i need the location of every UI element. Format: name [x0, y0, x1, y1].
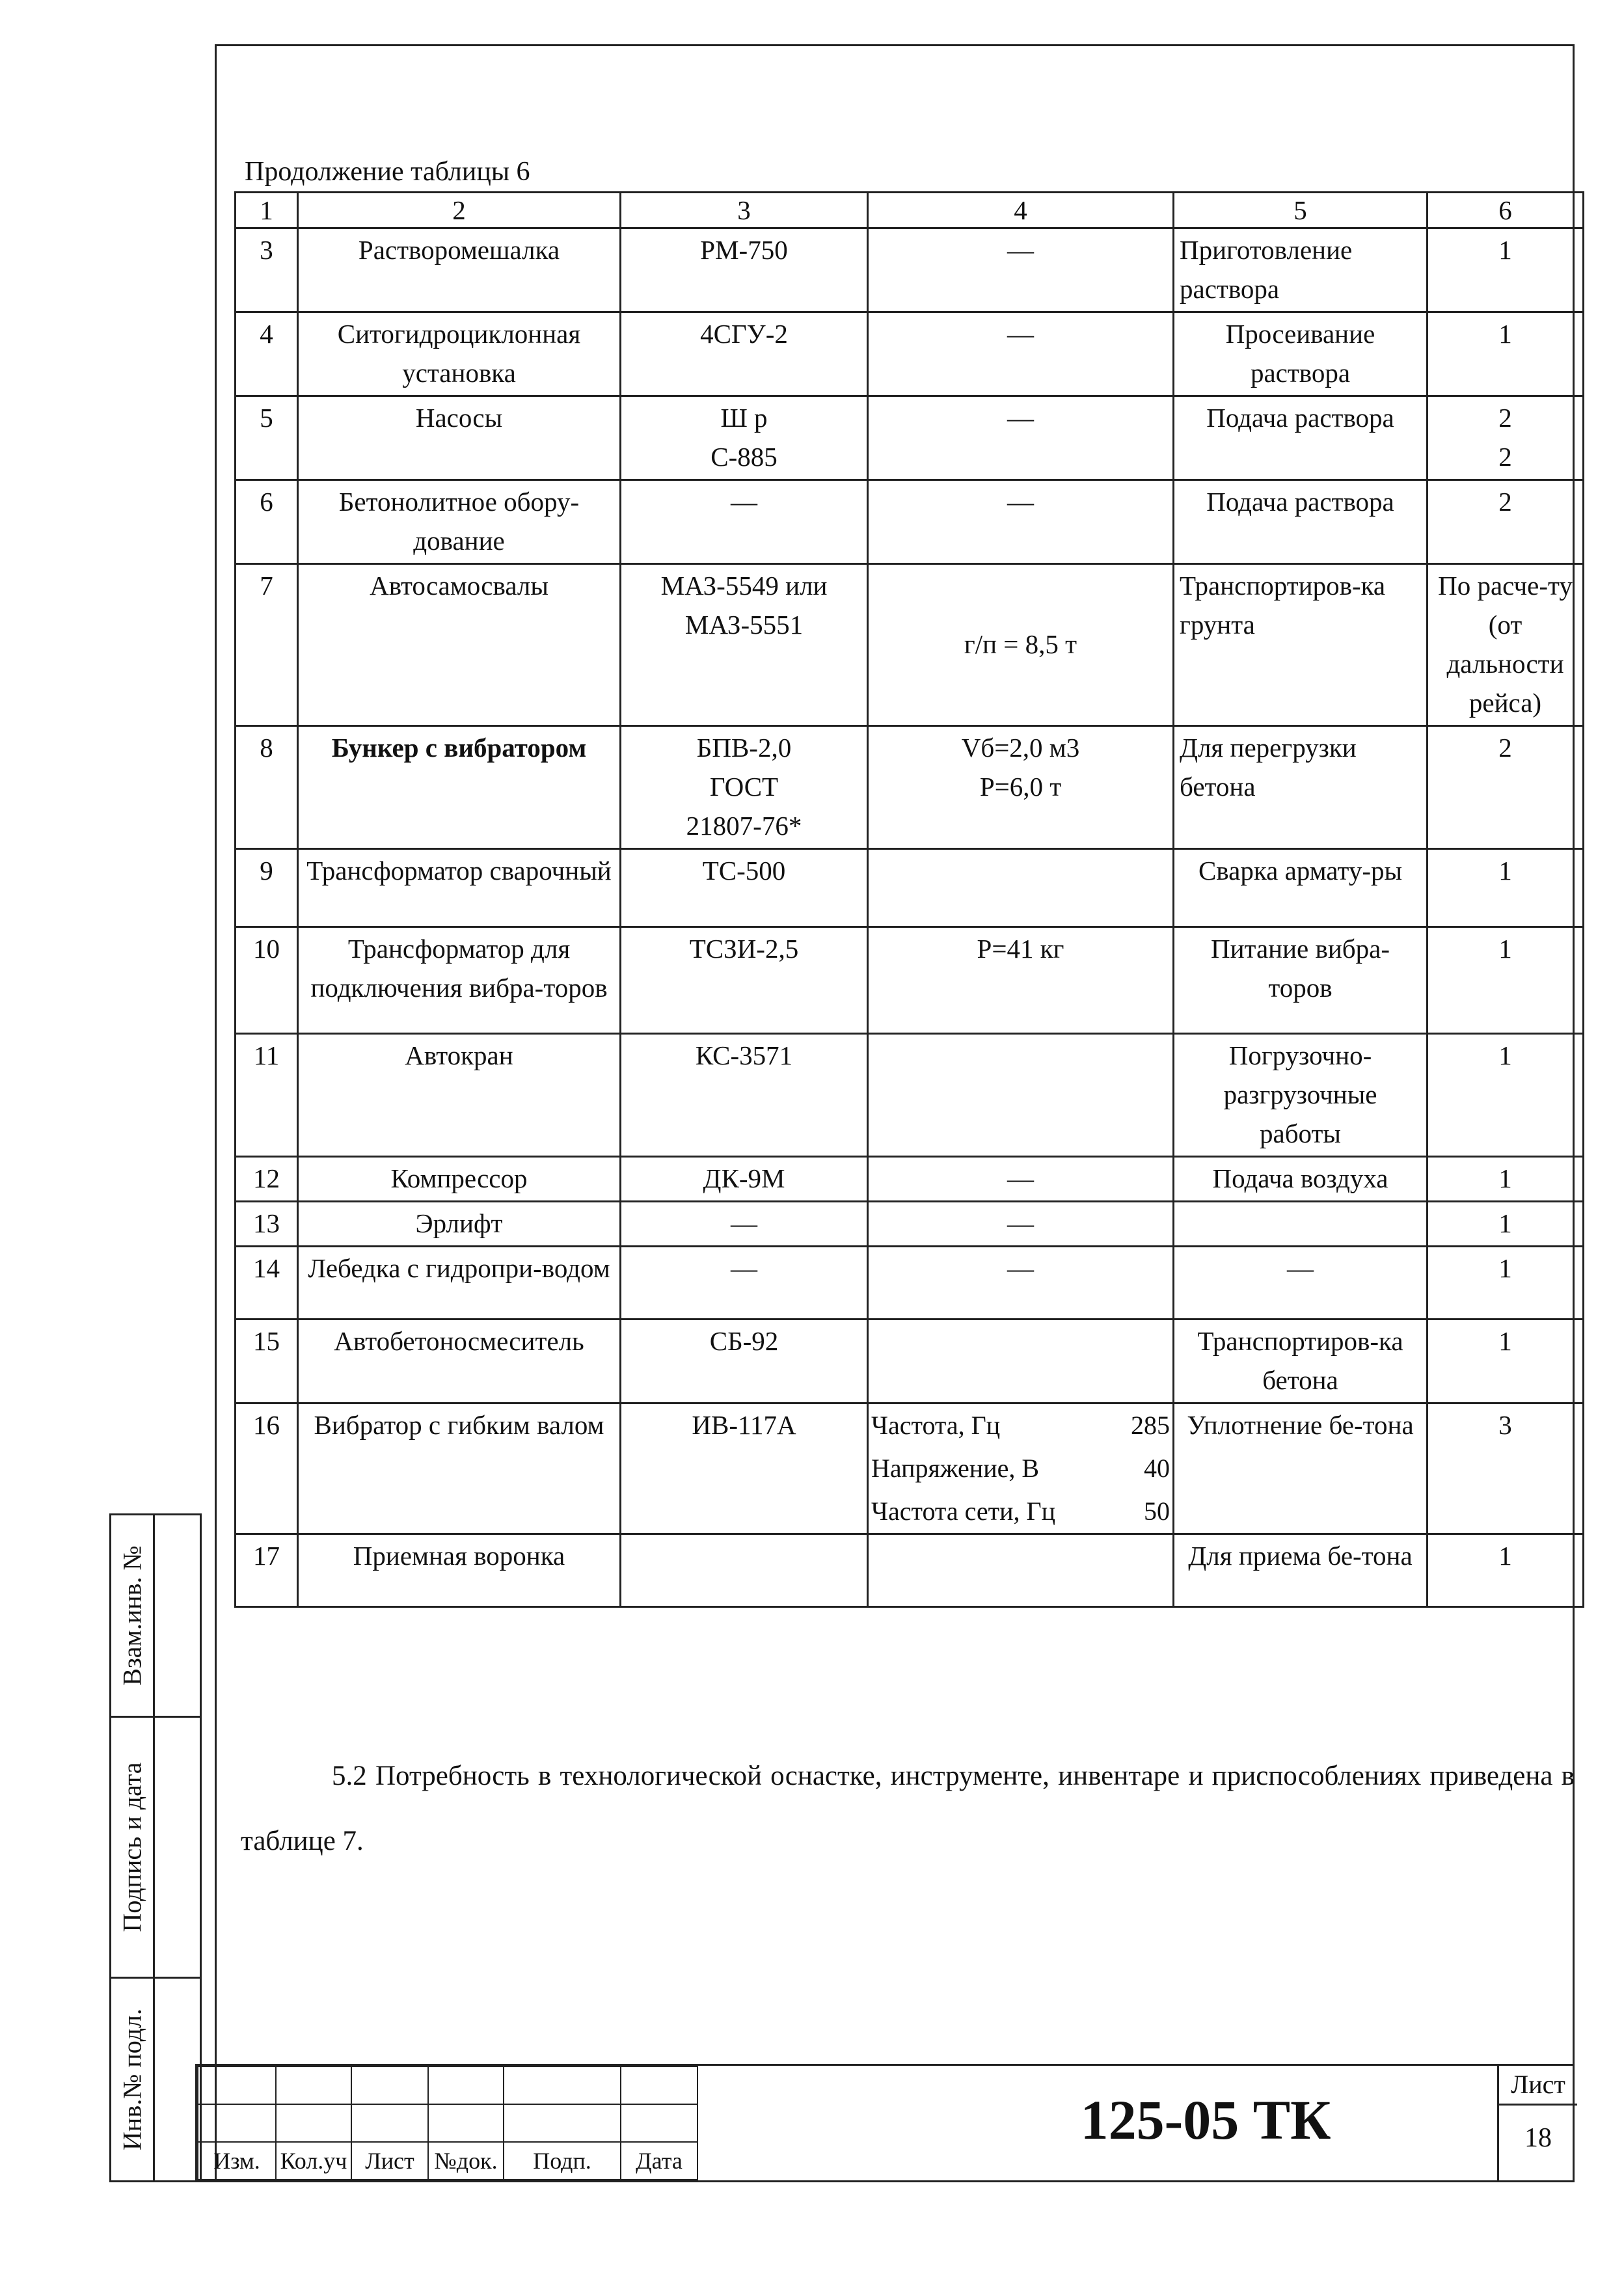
header-cell: 2 [298, 193, 621, 228]
spec-label: Частота, Гц [871, 1411, 1001, 1440]
equipment-name-text: Лебедка с гидропри-водом [308, 1253, 610, 1283]
purpose-cell [1174, 849, 1428, 927]
row-number [236, 927, 298, 1034]
spec-cell [868, 228, 1174, 312]
header-cell: 4 [868, 193, 1174, 228]
spec-label: Напряжение, В [871, 1454, 1040, 1483]
brand-cell-text: БПВ-2,0 ГОСТ 21807-76* [686, 733, 802, 841]
header-cell: 1 [236, 193, 298, 228]
purpose-cell-text: Уплотнение бе-тона [1187, 1410, 1414, 1440]
brand-cell-text: — [731, 487, 757, 517]
equipment-name-text: Эрлифт [415, 1208, 503, 1238]
title-block [195, 2064, 1575, 2182]
row-number-text: 12 [253, 1163, 280, 1193]
row-number-text: 11 [253, 1040, 280, 1070]
table-row [236, 1320, 1584, 1403]
table-row [236, 1157, 1584, 1202]
spec-line [871, 1490, 1170, 1533]
quantity-cell-text: 1 [1498, 1040, 1512, 1070]
brand-cell [621, 1403, 868, 1534]
equipment-name [298, 564, 621, 726]
row-number [236, 228, 298, 312]
quantity-cell-text: 1 [1498, 319, 1512, 349]
stamp-inv-label: Инв.№ подл. [117, 2009, 147, 2150]
col-ndok: №док. [428, 2142, 504, 2180]
spec-cell [868, 1157, 1174, 1202]
purpose-cell [1174, 1403, 1428, 1534]
quantity-cell [1428, 480, 1584, 564]
equipment-table [234, 191, 1584, 1608]
row-number-text: 13 [253, 1208, 280, 1238]
spec-cell [868, 396, 1174, 480]
purpose-cell [1174, 564, 1428, 726]
purpose-cell-text: Приготовление раствора [1180, 235, 1353, 304]
row-number-text: 10 [253, 934, 280, 964]
row-number [236, 480, 298, 564]
spec-cell [868, 564, 1174, 726]
row-number-text: 15 [253, 1326, 280, 1356]
spec-line [871, 1447, 1170, 1490]
equipment-name [298, 312, 621, 396]
quantity-cell [1428, 927, 1584, 1034]
purpose-cell-text: Погрузочно-разгрузочные работы [1223, 1040, 1377, 1148]
quantity-cell-text: 1 [1498, 235, 1512, 265]
purpose-cell [1174, 228, 1428, 312]
equipment-name [298, 1403, 621, 1534]
equipment-name [298, 1202, 621, 1247]
spec-cell-text: — [1007, 1208, 1034, 1238]
row-number [236, 1202, 298, 1247]
quantity-cell [1428, 1247, 1584, 1320]
equipment-name [298, 1534, 621, 1607]
purpose-cell-text: Транспортиров-ка бетона [1197, 1326, 1403, 1395]
equipment-name-text: Автобетоносмеситель [334, 1326, 584, 1356]
row-number-text: 14 [253, 1253, 280, 1283]
brand-cell-text: — [731, 1208, 757, 1238]
row-number [236, 312, 298, 396]
table-row [236, 396, 1584, 480]
brand-cell [621, 849, 868, 927]
col-list: Лист [351, 2142, 428, 2180]
spec-cell [868, 312, 1174, 396]
row-number-text: 9 [260, 856, 273, 886]
quantity-cell [1428, 726, 1584, 849]
spec-cell [868, 1202, 1174, 1247]
table-row [236, 312, 1584, 396]
equipment-name-text: Ситогидроциклонная установка [337, 319, 581, 388]
purpose-cell-text: Сварка армату-ры [1198, 856, 1403, 886]
sheet-label: Лист [1499, 2066, 1577, 2106]
row-number [236, 1534, 298, 1607]
row-number-text: 6 [260, 487, 273, 517]
spec-cell [868, 927, 1174, 1034]
quantity-cell [1428, 1202, 1584, 1247]
row-number [236, 564, 298, 726]
quantity-cell-text: 1 [1498, 1326, 1512, 1356]
vibrator-spec-list [871, 1404, 1170, 1533]
spec-cell [868, 480, 1174, 564]
purpose-cell-text: Транспортиров-ка грунта [1180, 571, 1386, 640]
purpose-cell-text: Для приема бе-тона [1188, 1541, 1413, 1571]
purpose-cell [1174, 396, 1428, 480]
brand-cell-text: 4СГУ-2 [700, 319, 788, 349]
quantity-cell-text: 1 [1498, 1208, 1512, 1238]
revision-grid [197, 2066, 698, 2180]
brand-cell [621, 1034, 868, 1157]
row-number [236, 849, 298, 927]
brand-cell-text: ТС-500 [702, 856, 786, 886]
stamp-vzam [109, 1513, 202, 1718]
row-number [236, 726, 298, 849]
quantity-cell-text: 2 [1498, 487, 1512, 517]
purpose-cell [1174, 1034, 1428, 1157]
stamp-podpis [109, 1716, 202, 1979]
purpose-cell-text: Питание вибра-торов [1210, 934, 1390, 1003]
spec-cell [868, 726, 1174, 849]
col-data: Дата [621, 2142, 697, 2180]
brand-cell-text: МАЗ-5549 или МАЗ-5551 [660, 571, 828, 640]
equipment-name-text: Приемная воронка [353, 1541, 565, 1571]
quantity-cell [1428, 396, 1584, 480]
spec-cell-text: г/п = 8,5 т [964, 629, 1077, 659]
brand-cell [621, 1320, 868, 1403]
table-row [236, 1034, 1584, 1157]
brand-cell [621, 1534, 868, 1607]
equipment-name-text: Бетонолитное обору-дование [338, 487, 580, 556]
purpose-cell [1174, 1534, 1428, 1607]
brand-cell [621, 396, 868, 480]
brand-cell-text: РМ-750 [700, 235, 788, 265]
purpose-cell-text: — [1287, 1253, 1314, 1283]
brand-cell-text: — [731, 1253, 757, 1283]
brand-cell [621, 312, 868, 396]
equipment-name-text: Бункер с вибратором [331, 733, 587, 763]
purpose-cell [1174, 480, 1428, 564]
table-row [236, 1202, 1584, 1247]
quantity-cell [1428, 1403, 1584, 1534]
table-row [236, 726, 1584, 849]
row-number [236, 396, 298, 480]
quantity-cell-text: 2 2 [1498, 403, 1512, 472]
equipment-name [298, 726, 621, 849]
spec-line [871, 1404, 1170, 1447]
spec-cell-text: — [1007, 403, 1034, 433]
spec-cell [868, 1403, 1174, 1534]
row-number-text: 3 [260, 235, 273, 265]
col-kol-uch: Кол.уч [276, 2142, 351, 2180]
spec-value: 50 [1144, 1497, 1170, 1526]
row-number [236, 1320, 298, 1403]
table-row [236, 228, 1584, 312]
brand-cell [621, 1247, 868, 1320]
spec-cell-text: — [1007, 487, 1034, 517]
purpose-cell [1174, 1247, 1428, 1320]
equipment-name [298, 1320, 621, 1403]
table-row [236, 1247, 1584, 1320]
row-number-text: 4 [260, 319, 273, 349]
purpose-cell-text: Просеивание раствора [1225, 319, 1375, 388]
row-number [236, 1247, 298, 1320]
spec-label: Частота сети, Гц [871, 1497, 1056, 1526]
row-number-text: 8 [260, 733, 273, 763]
quantity-cell [1428, 1534, 1584, 1607]
table-row [236, 849, 1584, 927]
brand-cell [621, 726, 868, 849]
purpose-cell [1174, 927, 1428, 1034]
table-row [236, 927, 1584, 1034]
spec-value: 40 [1144, 1454, 1170, 1483]
col-izm: Изм. [198, 2142, 276, 2180]
equipment-name-text: Растворомешалка [358, 235, 560, 265]
equipment-name-text: Трансформатор для подключения вибра-торов [310, 934, 608, 1003]
equipment-name [298, 849, 621, 927]
brand-cell [621, 564, 868, 726]
row-number [236, 1157, 298, 1202]
quantity-cell [1428, 849, 1584, 927]
spec-cell-text: Vб=2,0 м3 Р=6,0 т [961, 733, 1080, 802]
purpose-cell [1174, 312, 1428, 396]
header-cell: 6 [1428, 193, 1584, 228]
sheet-number: 18 [1524, 2123, 1552, 2153]
quantity-cell [1428, 1034, 1584, 1157]
purpose-cell [1174, 1202, 1428, 1247]
document-code: 125-05 ТК [1080, 2089, 1331, 2151]
equipment-name [298, 480, 621, 564]
table-caption: Продолжение таблицы 6 [245, 157, 530, 187]
row-number-text: 7 [260, 571, 273, 601]
brand-cell-text: ИВ-117А [692, 1410, 796, 1440]
purpose-cell [1174, 1320, 1428, 1403]
quantity-cell-text: 1 [1498, 1163, 1512, 1193]
stamp-inv [109, 1977, 202, 2182]
equipment-name [298, 1247, 621, 1320]
purpose-cell-text: Подача воздуха [1212, 1163, 1388, 1193]
equipment-name [298, 396, 621, 480]
spec-cell [868, 849, 1174, 927]
quantity-cell-text: По расче-ту (от дальности рейса) [1438, 571, 1573, 718]
header-cell: 5 [1174, 193, 1428, 228]
equipment-name [298, 1157, 621, 1202]
brand-cell [621, 1202, 868, 1247]
equipment-name-text: Трансформатор сварочный [306, 856, 612, 886]
purpose-cell [1174, 726, 1428, 849]
quantity-cell [1428, 564, 1584, 726]
quantity-cell [1428, 1320, 1584, 1403]
equipment-name-text: Автосамосвалы [370, 571, 548, 601]
brand-cell [621, 228, 868, 312]
brand-cell-text: ДК-9М [703, 1163, 785, 1193]
section-paragraph: 5.2 Потребность в технологической оснастке, инструменте, инвентаре и приспособлениях приведена в таблице 7. [241, 1761, 1575, 1856]
equipment-name [298, 927, 621, 1034]
spec-cell-text: — [1007, 235, 1034, 265]
spec-cell-text: — [1007, 1163, 1034, 1193]
brand-cell-text: КС-3571 [695, 1040, 793, 1070]
spec-value: 285 [1131, 1411, 1170, 1440]
spec-cell [868, 1320, 1174, 1403]
brand-cell [621, 927, 868, 1034]
quantity-cell-text: 1 [1498, 1253, 1512, 1283]
table-row [236, 480, 1584, 564]
table-row [236, 564, 1584, 726]
quantity-cell-text: 1 [1498, 934, 1512, 964]
row-number [236, 1034, 298, 1157]
equipment-name [298, 1034, 621, 1157]
brand-cell [621, 1157, 868, 1202]
equipment-name-text: Вибратор с гибким валом [314, 1410, 604, 1440]
spec-cell [868, 1534, 1174, 1607]
spec-cell-text: — [1007, 319, 1034, 349]
equipment-name-text: Компрессор [390, 1163, 528, 1193]
table-header-row [236, 193, 1584, 228]
brand-cell-text: Ш р С-885 [710, 403, 778, 472]
quantity-cell-text: 1 [1498, 1541, 1512, 1571]
row-number-text: 17 [253, 1541, 280, 1571]
purpose-cell-text: Подача раствора [1206, 487, 1394, 517]
header-cell: 3 [621, 193, 868, 228]
equipment-name-text: Насосы [415, 403, 503, 433]
equipment-name [298, 228, 621, 312]
quantity-cell [1428, 312, 1584, 396]
col-podp: Подп. [504, 2142, 621, 2180]
quantity-cell-text: 2 [1498, 733, 1512, 763]
spec-cell-text: — [1007, 1253, 1034, 1283]
row-number-text: 5 [260, 403, 273, 433]
quantity-cell-text: 3 [1498, 1410, 1512, 1440]
purpose-cell-text: Для перегрузки бетона [1180, 733, 1357, 802]
purpose-cell-text: Подача раствора [1206, 403, 1394, 433]
stamp-podpis-label: Подпись и дата [117, 1762, 147, 1932]
quantity-cell [1428, 1157, 1584, 1202]
purpose-cell [1174, 1157, 1428, 1202]
row-number [236, 1403, 298, 1534]
brand-cell-text: ТСЗИ-2,5 [689, 934, 799, 964]
quantity-cell-text: 1 [1498, 856, 1512, 886]
spec-cell [868, 1034, 1174, 1157]
stamp-vzam-label: Взам.инв. № [117, 1545, 147, 1686]
row-number-text: 16 [253, 1410, 280, 1440]
quantity-cell [1428, 228, 1584, 312]
brand-cell [621, 480, 868, 564]
brand-cell-text: СБ-92 [709, 1326, 779, 1356]
sheet-box [1497, 2066, 1577, 2180]
spec-cell [868, 1247, 1174, 1320]
table-row [236, 1403, 1584, 1534]
equipment-name-text: Автокран [405, 1040, 513, 1070]
table-row [236, 1534, 1584, 1607]
spec-cell-text: Р=41 кг [977, 934, 1064, 964]
